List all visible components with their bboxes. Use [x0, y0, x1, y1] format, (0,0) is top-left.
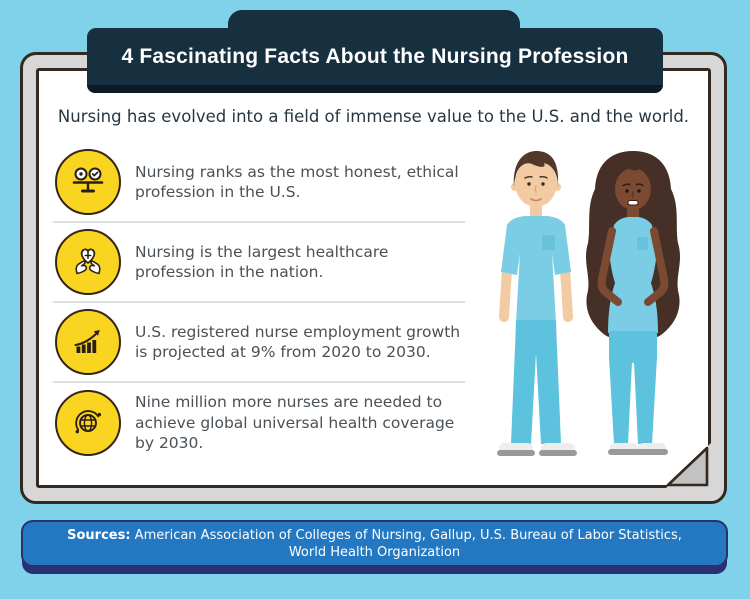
- fact-icon-circle: [55, 149, 121, 215]
- fact-text: U.S. registered nurse employment growth is projected at 9% from 2020 to 2030.: [135, 322, 461, 361]
- nurses-illustration: [468, 131, 712, 487]
- title-banner: [87, 28, 663, 93]
- sources-label: Sources:: [67, 527, 131, 543]
- fact-row: [53, 303, 465, 383]
- page-curl: [664, 443, 711, 488]
- sources-text: Sources: American Association of Colleges of Nursing, Gallup, U.S. Bureau of Labor Statistics, World Health Organization: [67, 527, 682, 560]
- infographic-title: 4 Fascinating Facts About the Nursing Profession: [121, 45, 629, 68]
- fact-row: [53, 383, 465, 463]
- facts-list: [53, 143, 465, 463]
- card-frame: [20, 52, 727, 504]
- fact-icon-circle: [55, 229, 121, 295]
- fact-icon-circle: [55, 309, 121, 375]
- balance-scale-icon: [68, 162, 108, 202]
- fact-text: Nursing ranks as the most honest, ethical profession in the U.S.: [135, 162, 459, 201]
- sources-bar: [21, 520, 728, 567]
- intro-text: Nursing has evolved into a field of immense value to the U.S. and the world.: [57, 107, 690, 126]
- female-nurse: [586, 151, 680, 455]
- card: [36, 68, 711, 488]
- fact-row: [53, 143, 465, 223]
- globe-icon: [68, 403, 108, 443]
- male-nurse: [497, 151, 577, 456]
- fact-text: Nursing is the largest healthcare profession in the nation.: [135, 242, 389, 281]
- fact-row: [53, 223, 465, 303]
- banner-shadow-strip: [87, 85, 663, 93]
- fact-icon-circle: [55, 390, 121, 456]
- growth-chart-icon: [68, 322, 108, 362]
- fact-text: Nine million more nurses are needed to achieve global universal health coverage by 2030.: [135, 393, 455, 453]
- hands-holding-heart-icon: [68, 242, 108, 282]
